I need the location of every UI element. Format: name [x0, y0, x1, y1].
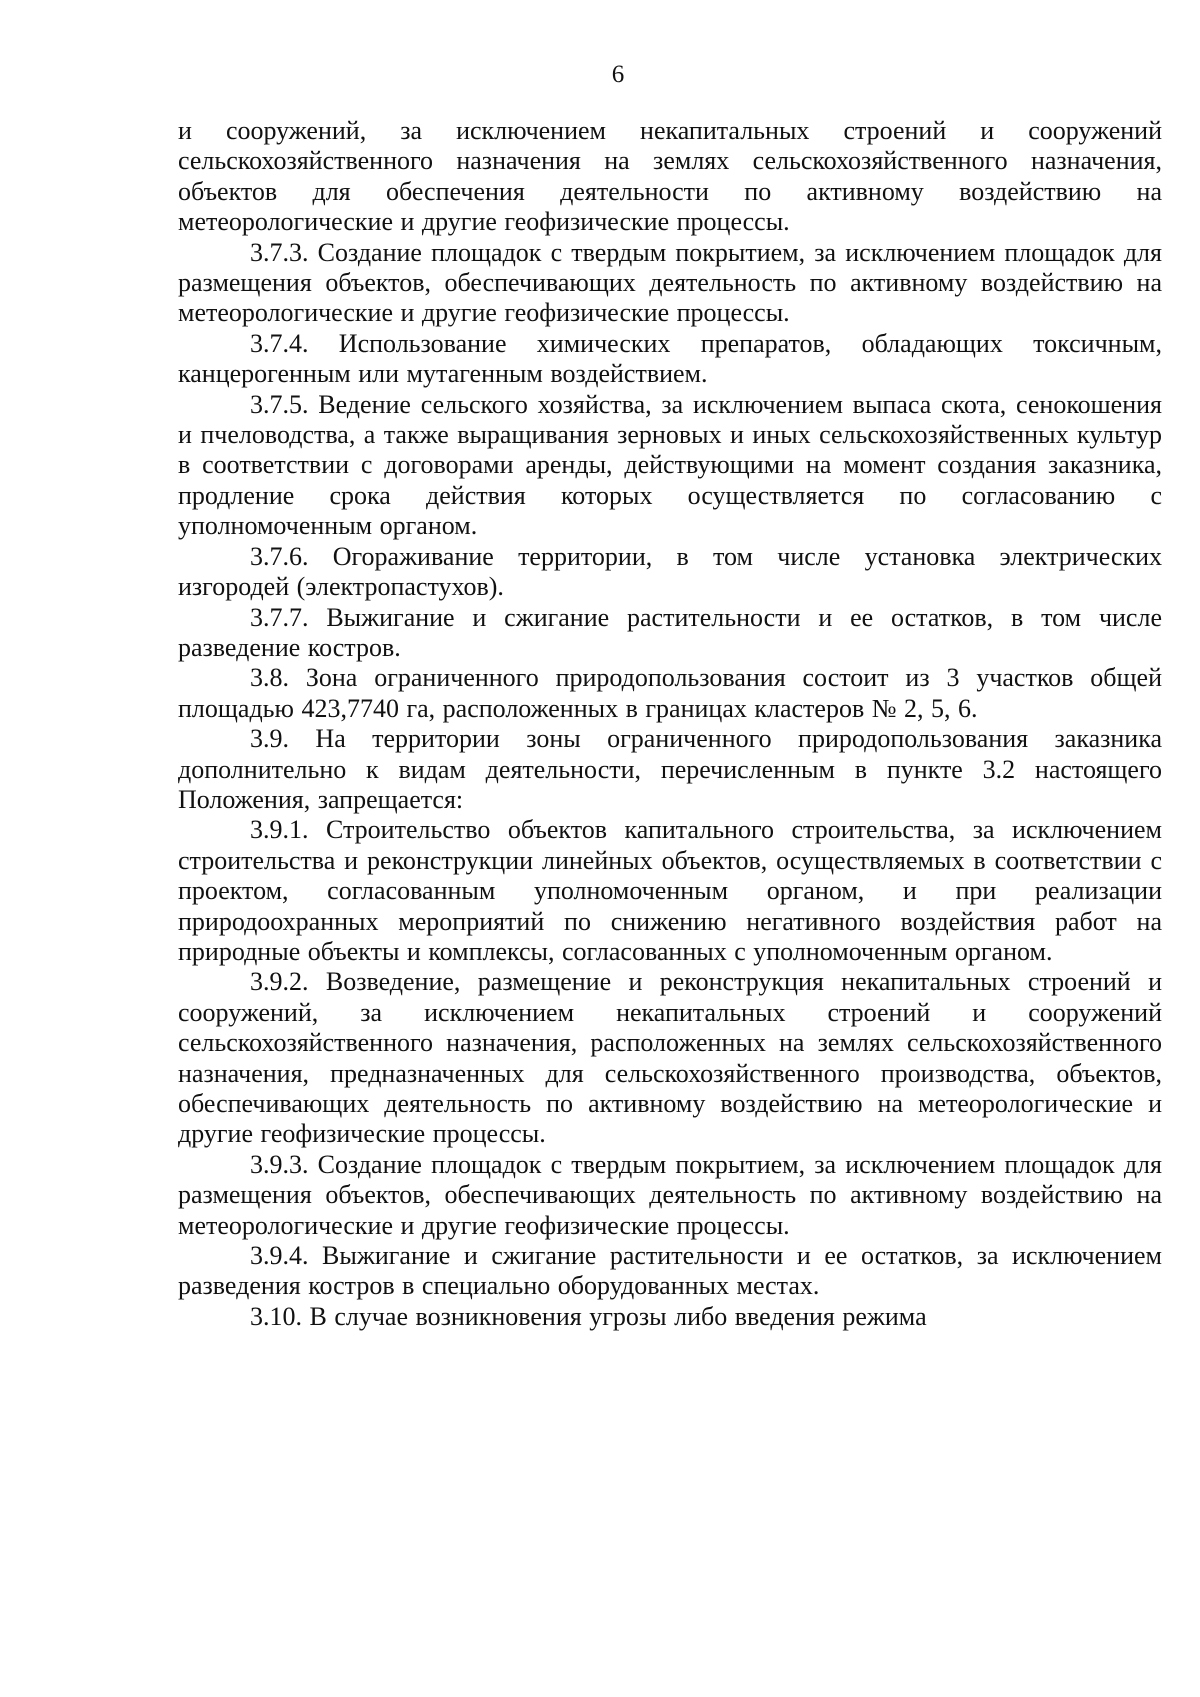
- paragraph-continuation: и сооружений, за исключением некапитальных строений и сооружений сельскохозяйственного назначения на землях сельскохозяйственного назначения, объектов для обеспечения деятельности по активному воздействию на метеорологические и другие геофизические процессы.: [178, 116, 1162, 237]
- paragraph-3-8: 3.8. Зона ограниченного природопользования состоит из 3 участков общей площадью 423,7740 га, расположенных в границах кластеров № 2, 5, 6.: [178, 663, 1162, 723]
- paragraph-3-10: 3.10. В случае возникновения угрозы либо введения режима: [250, 1301, 927, 1331]
- document-body: [178, 116, 1162, 1332]
- paragraph-3-7-4: 3.7.4. Использование химических препаратов, обладающих токсичным, канцерогенным или мутагенным воздействием.: [178, 328, 1162, 389]
- paragraph-3-9-3: 3.9.3. Создание площадок с твердым покрытием, за исключением площадок для размещения объектов, обеспечивающих деятельность по активному воздействию на метеорологические и другие геофизические процессы.: [178, 1149, 1162, 1240]
- paragraph-3-7-5: 3.7.5. Ведение сельского хозяйства, за исключением выпаса скота, сенокошения и пчеловодства, а также выращивания зерновых и иных сельскохозяйственных культур в соответствии с договорами аренды, действующими на момент создания заказника, продление срока действия которых осуществляется по согласованию с уполномоченным органом.: [178, 389, 1162, 541]
- page-number: 6: [611, 61, 625, 88]
- paragraph-3-7-3: 3.7.3. Создание площадок с твердым покрытием, за исключением площадок для размещения объектов, обеспечивающих деятельность по активному воздействию на метеорологические и другие геофизические процессы.: [178, 237, 1162, 328]
- paragraph-3-9-4: 3.9.4. Выжигание и сжигание растительности и ее остатков, за исключением разведения костров в специально оборудованных местах.: [178, 1241, 1162, 1301]
- paragraph-3-9: 3.9. На территории зоны ограниченного природопользования заказника дополнительно к видам деятельности, перечисленным в пункте 3.2 настоящего Положения, запрещается:: [178, 724, 1162, 814]
- paragraph-3-7-7: 3.7.7. Выжигание и сжигание растительности и ее остатков, в том числе разведение костров.: [178, 602, 1162, 662]
- paragraph-3-9-1: 3.9.1. Строительство объектов капитального строительства, за исключением строительства и реконструкции линейных объектов, осуществляемых в соответствии с проектом, согласованным уполномоченным органом, и при реализации природоохранных мероприятий по снижению негативного воздействия работ на природные объекты и комплексы, согласованных с уполномоченным органом.: [178, 815, 1162, 966]
- paragraph-3-7-6: 3.7.6. Огораживание территории, в том числе установка электрических изгородей (электропастухов).: [178, 541, 1162, 602]
- paragraph-3-9-2: 3.9.2. Возведение, размещение и реконструкция некапитальных строений и сооружений, за исключением некапитальных строений и сооружений сельскохозяйственного назначения, расположенных на землях сельскохозяйственного назначения, предназначенных для сельскохозяйственного производства, объектов, обеспечивающих деятельность по активному воздействию на метеорологические и другие геофизические процессы.: [178, 967, 1162, 1149]
